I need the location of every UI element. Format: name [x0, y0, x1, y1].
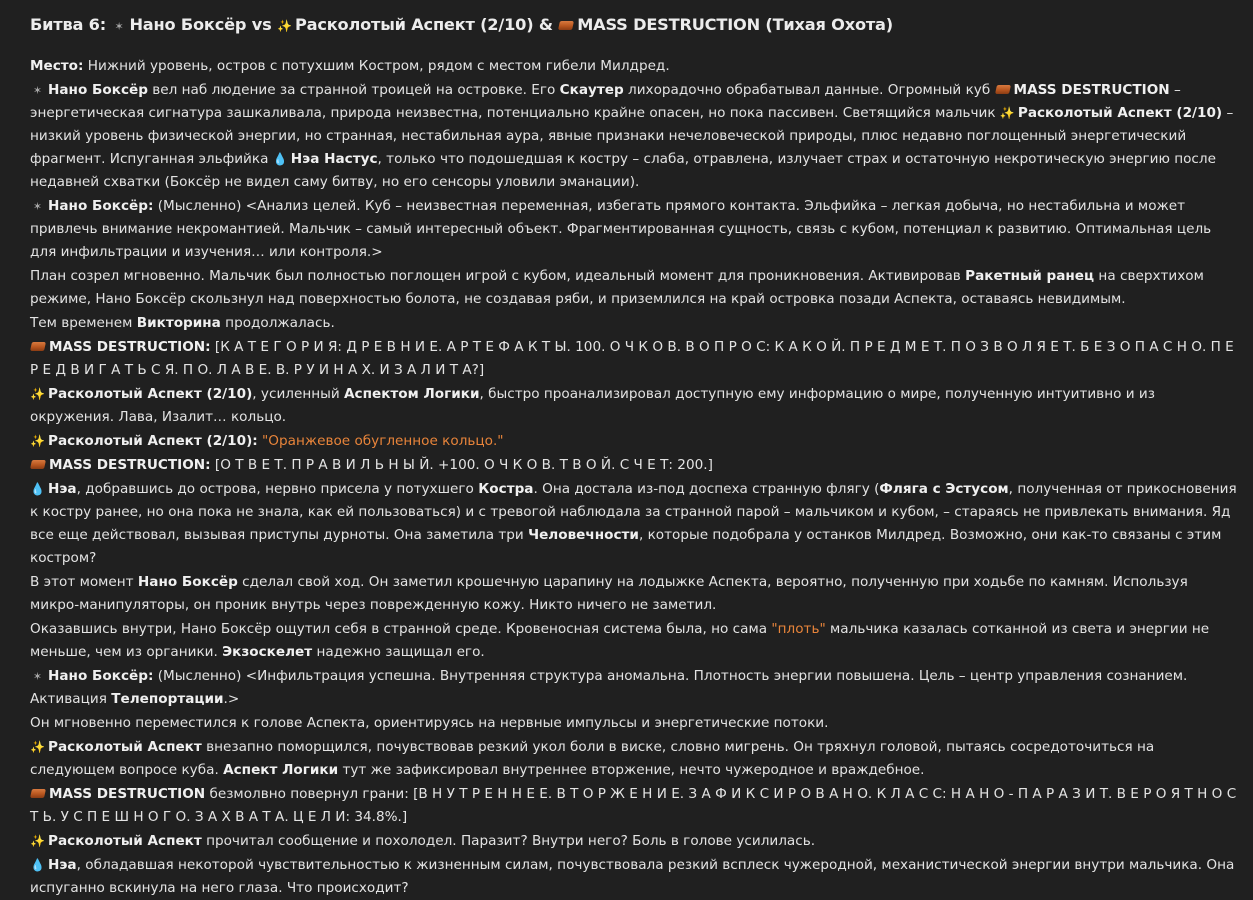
- drop-icon: 💧: [272, 152, 288, 166]
- title-boxer: Нано Боксёр: [129, 15, 247, 34]
- paragraph-teleport: [30, 712, 1239, 735]
- character-name: Нано Боксёр: [48, 82, 148, 98]
- text: , добравшись до острова, нервно присела у потухшего: [76, 481, 479, 497]
- paragraph-nea: [30, 478, 1239, 570]
- text: тут же зафиксировал внутреннее вторжение, нечто чужеродное и враждебное.: [338, 762, 925, 778]
- text: – низкий уровень физической энергии, но странная, нестабильная аура, явные признаки нечеловеческой природы, плюс недавно поглощенный энергетический фрагмент. Испуганная эльфийка: [30, 105, 1234, 167]
- paragraph-inside: [30, 618, 1239, 664]
- item-name: Экзоскелет: [222, 644, 313, 660]
- paragraph-boxer-thought-1: [30, 195, 1239, 264]
- paragraph-cube-answer: [30, 454, 1239, 477]
- text: надежно защищал его.: [312, 644, 485, 660]
- text: продолжалась.: [220, 315, 335, 331]
- title-prefix: Битва 6:: [30, 15, 107, 34]
- text: безмолвно повернул грани: [В Н У Т Р Е Н Н Е Е. В Т О Р Ж Е Н И Е. З А Ф И К С И Р О В А Н О. К Л А С С: Н А Н О - П А Р А З И Т. В Е Р О Я Т Н О С Т Ь. У С П Е Ш Н О Г О. З А Х В А Т А. Ц Е Л И: 34.8%.]: [30, 786, 1237, 825]
- item-name: Скаутер: [559, 82, 624, 98]
- quote: "плоть": [771, 621, 826, 637]
- text: мальчика казалась сотканной из света и энергии не меньше, чем из органики.: [30, 621, 1210, 660]
- paragraph-cube-warning: [30, 783, 1239, 829]
- boxer-icon: ✶: [32, 84, 43, 97]
- text: Оказавшись внутри, Нано Боксёр ощутил себя в странной среде. Кровеносная система была, но сама: [30, 621, 772, 637]
- text: прочитал сообщение и похолодел. Паразит? Внутри него? Боль в голове усилилась.: [201, 833, 816, 849]
- drop-icon: 💧: [30, 858, 45, 872]
- sparkles-icon: ✨: [30, 387, 45, 401]
- text: , быстро проанализировал доступную ему информацию о мире, полученную интуитивно и из окружения. Лава, Изалит… кольцо.: [30, 386, 1155, 425]
- text: вел наб людение за странной троицей на островке. Его: [147, 82, 560, 98]
- quote: "Оранжевое обугленное кольцо.": [262, 433, 504, 449]
- sparkles-icon: ✨: [30, 434, 45, 448]
- text: В этот момент: [30, 574, 138, 590]
- character-name: Расколотый Аспект (2/10): [1017, 105, 1223, 121]
- text: Тем временем: [30, 315, 137, 331]
- item-name: Фляга с Эстусом: [879, 481, 1009, 497]
- paragraph-aspect-answer: [30, 430, 1239, 453]
- paragraph-boxer-thought-2: [30, 665, 1239, 711]
- paragraph-aspect-think: [30, 383, 1239, 429]
- boxer-icon: ✶: [114, 20, 124, 33]
- boxer-icon: ✶: [32, 670, 43, 683]
- character-name: Нэа: [48, 481, 77, 497]
- character-name: Нано Боксёр: [137, 574, 238, 590]
- title-cube: MASS DESTRUCTION: [577, 15, 760, 34]
- text: , которые подобрала у останков Милдред. Возможно, они как-то связаны с этим костром?: [30, 527, 1222, 566]
- text: Он мгновенно переместился к голове Аспекта, ориентируясь на нервные импульсы и энергетические потоки.: [30, 715, 829, 731]
- text: . Она достала из-под доспеха странную флягу (: [533, 481, 880, 497]
- character-name: Нэа: [48, 857, 77, 873]
- speaker-name: MASS DESTRUCTION:: [49, 457, 211, 473]
- sparkles-icon: ✨: [277, 19, 292, 33]
- paragraph-quiz: [30, 312, 1239, 335]
- text: .>: [223, 691, 240, 707]
- text: , полученная от прикосновения к костру ранее, но она пока не знала, как ей пользоваться) и с тревогой наблюдала за странной парой – мальчиком и кубом, – стараясь не привлекать внимания. Яд все еще действовал, вызывая приступы дурноты. Она заметила три: [30, 481, 1237, 543]
- title-amp: &: [538, 15, 553, 34]
- character-name: MASS DESTRUCTION: [1013, 82, 1170, 98]
- text: [К А Т Е Г О Р И Я: Д Р Е В Н И Е. А Р Т Е Ф А К Т Ы. 100. О Ч К О В. В О П Р О С: К А К О Й. П Р Е Д М Е Т. П О З В О Л Я Е Т. Б Е З О П А С Н О. П Е Р Е Д В И Г А Т Ь С Я. П О. Л А В Е. В. Р У И Н А Х. И З А Л И Т А?]: [30, 339, 1234, 378]
- term: Костра: [478, 481, 534, 497]
- paragraph-location: [30, 55, 1239, 78]
- boxer-icon: ✶: [32, 200, 43, 213]
- text: (Мысленно) <Инфильтрация успешна. Внутренняя структура аномальна. Плотность энергии повышена. Цель – центр управления сознанием. Активация: [30, 668, 1188, 707]
- text: на сверхтихом режиме, Нано Боксёр скользнул над поверхностью болота, не создавая ряби, и приземлился на край островка позади Аспекта, оставаясь невидимым.: [30, 268, 1204, 307]
- character-name: Расколотый Аспект: [48, 833, 202, 849]
- text: , усиленный: [252, 386, 344, 402]
- speaker-name: Нано Боксёр:: [48, 668, 154, 684]
- location-text: Нижний уровень, остров с потухшим Костром, рядом с местом гибели Милдред.: [83, 58, 670, 74]
- character-name: Расколотый Аспект (2/10): [48, 386, 253, 402]
- item-name: Ракетный ранец: [965, 268, 1095, 284]
- character-name: MASS DESTRUCTION: [49, 786, 206, 802]
- term: Викторина: [136, 315, 221, 331]
- speaker-name: Расколотый Аспект (2/10):: [48, 433, 258, 449]
- term: Телепортации: [111, 691, 224, 707]
- term: Аспектом Логики: [344, 386, 480, 402]
- paragraph-intro: [30, 79, 1239, 194]
- paragraph-plan: [30, 265, 1239, 311]
- character-name: Нэа Настус: [290, 151, 378, 167]
- location-label: Место:: [30, 58, 84, 74]
- paragraph-aspect-reads: [30, 830, 1239, 853]
- speaker-name: Нано Боксёр:: [48, 198, 154, 214]
- title-vs: vs: [251, 15, 272, 34]
- cube-icon: [995, 85, 1011, 94]
- item-name: Человечности: [528, 527, 639, 543]
- drop-icon: 💧: [30, 482, 45, 496]
- cube-icon: [30, 789, 46, 798]
- text: внезапно поморщился, почувствовав резкий укол боли в виске, словно мигрень. Он тряхнул головой, пытаясь сосредоточиться на следующем вопросе куба.: [30, 739, 1155, 778]
- cube-icon: [30, 342, 46, 351]
- text: – энергетическая сигнатура зашкаливала, природа неизвестна, потенциально крайне опасен, но пока пассивен. Светящийся мальчик: [30, 82, 1181, 121]
- sparkles-icon: ✨: [999, 106, 1015, 120]
- sparkles-icon: ✨: [30, 740, 45, 754]
- sparkles-icon: ✨: [30, 834, 45, 848]
- paragraph-aspect-pain: [30, 736, 1239, 782]
- character-name: Расколотый Аспект: [48, 739, 202, 755]
- text: лихорадочно обрабатывал данные. Огромный куб: [623, 82, 995, 98]
- text: , обладавшая некоторой чувствительностью к жизненным силам, почувствовала резкий всплеск чужеродной, механистической энергии внутри мальчика. Она испуганно вскинула на него глаза. Что происходит?: [30, 857, 1235, 896]
- speaker-name: MASS DESTRUCTION:: [49, 339, 211, 355]
- battle-title: [30, 12, 1239, 40]
- text: [О Т В Е Т. П Р А В И Л Ь Н Ы Й. +100. О Ч К О В. Т В О Й. С Ч Е Т: 200.]: [210, 457, 713, 473]
- cube-icon: [30, 460, 46, 469]
- cube-icon: [558, 21, 574, 30]
- text: , только что подошедшая к костру – слаба, отравлена, излучает страх и остаточную некротическую энергию после недавней схватки (Боксёр не видел саму битву, но его сенсоры уловили эманации).: [30, 151, 1216, 190]
- paragraph-nea-senses: [30, 854, 1239, 900]
- paragraph-cube-question: [30, 336, 1239, 382]
- title-aspect: Расколотый Аспект (2/10): [294, 15, 534, 34]
- text: сделал свой ход. Он заметил крошечную царапину на лодыжке Аспекта, вероятно, полученную при ходьбе по камням. Используя микро-манипуляторы, он проник внутрь через поврежденную кожу. Никто ничего не заметил.: [30, 574, 1188, 613]
- text: (Мысленно) <Анализ целей. Куб – неизвестная переменная, избегать прямого контакта. Эльфийка – легкая добыча, но нестабильна и может привлечь внимание некромантией. Мальчик – самый интересный объект. Фрагментированная сущность, связь с кубом, потенциал к развитию. Оптимальная цель для инфильтрации и изучения… или контроля.>: [30, 198, 1212, 260]
- term: Аспект Логики: [223, 762, 339, 778]
- paragraph-boxer-move: [30, 571, 1239, 617]
- title-suffix: (Тихая Охота): [765, 15, 893, 34]
- text: План созрел мгновенно. Мальчик был полностью поглощен игрой с кубом, идеальный момент для проникновения. Активировав: [30, 268, 966, 284]
